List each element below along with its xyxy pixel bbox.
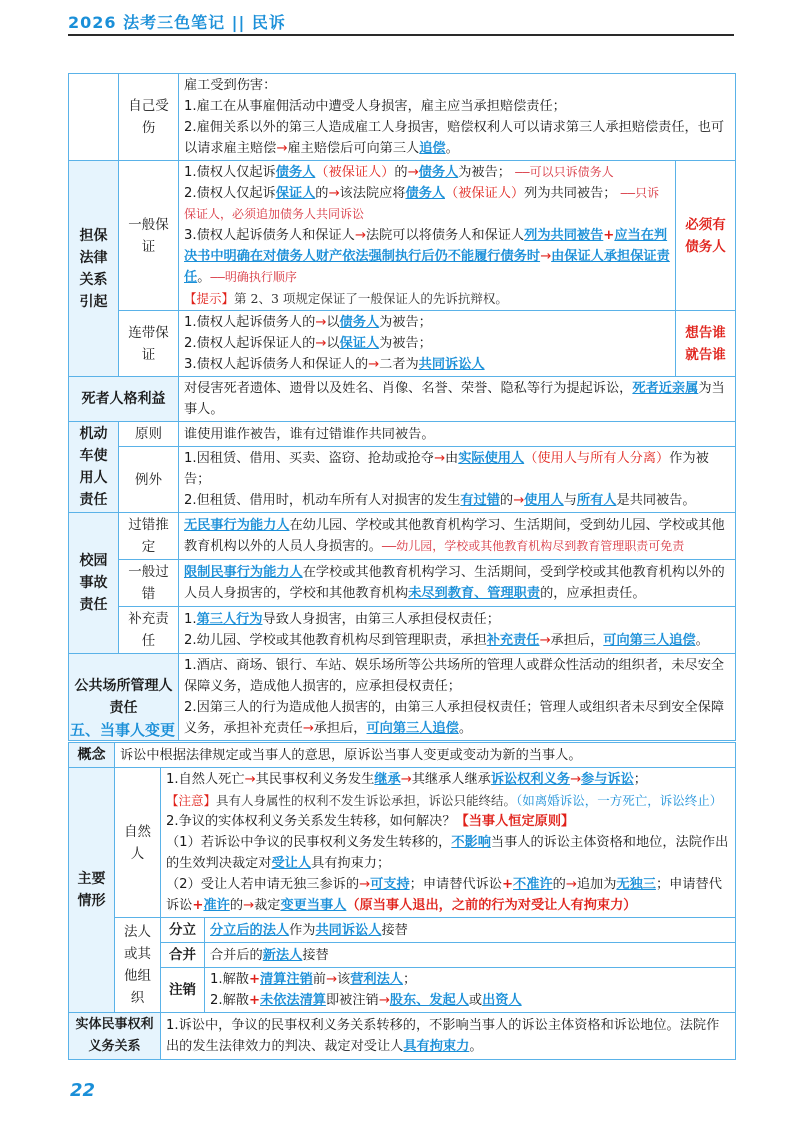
row-general-guarantee [69,161,736,311]
merge-content: 合并后的新法人接替 [205,943,736,968]
section-title: 五、当事人变更 [70,721,176,739]
split-label: 分立 [161,918,205,943]
substantive-transfer-category: 实体民事权利义务关系 [69,1013,161,1060]
joint-guarantee-content: 1.债权人起诉债务人的→以债务人为被告； 2.债权人起诉保证人的→以保证人为被告； 3.债权人起诉债务人和保证人的→二者为共同诉讼人 [179,311,676,377]
row-deceased [69,377,736,422]
deceased-content: 对侵害死者遗体、遗骨以及姓名、肖像、名誉、荣誉、隐私等行为提起诉讼，死者近亲属为当事人。 [179,377,736,422]
row-self-injury [69,74,736,161]
header-rule [68,34,734,36]
campus-supplementary-content: 1.第三人行为导致人身损害，由第三人承担侵权责任； 2.幼儿园、学校或其他教育机构尽到管理职责，承担补充责任→承担后，可向第三人追偿。 [179,607,736,654]
campus-general-label: 一般过错 [119,560,179,607]
campus-category: 校园事故责任 [69,513,119,654]
substantive-transfer-content: 1.诉讼中，争议的民事权利义务关系转移的，不影响当事人的诉讼主体资格和诉讼地位。法院作出的发生法律效力的判决、裁定对受让人具有拘束力。 [161,1013,736,1060]
vehicle-rule-label: 原则 [119,422,179,447]
row-legal-split [69,918,736,943]
vehicle-rule-content: 谁使用谁作被告，谁有过错谁作共同被告。 [179,422,736,447]
row-vehicle-exception [69,447,736,513]
page-number: 22 [70,1080,96,1101]
row-legal-cancel [69,968,736,1013]
self-injury-label: 自己受伤 [119,74,179,161]
row-concept [69,743,736,768]
header-title: 2026 法考三色笔记 || 民诉 [68,13,286,32]
row-vehicle-rule [69,422,736,447]
campus-supplementary-label: 补充责任 [119,607,179,654]
campus-fault-content: 无民事行为能力人在幼儿园、学校或其他教育机构学习、生活期间，受到幼儿园、学校或其他教育机构以外的人员人身损害的。——幼儿园，学校或其他教育机构尽到教育管理职责可免责 [179,513,736,560]
campus-general-content: 限制民事行为能力人在学校或其他教育机构学习、生活期间，受到学校或其他教育机构以外的人员人身损害的，学校和其他教育机构未尽到教育、管理职责的，应承担责任。 [179,560,736,607]
row-campus-fault [69,513,736,560]
vehicle-exception-content: 1.因租赁、借用、买卖、盗窃、抢劫或抢夺→由实际使用人（使用人与所有人分离）作为被告； 2.但租赁、借用时，机动车所有人对损害的发生有过错的→使用人与所有人是共同被告。 [179,447,736,513]
joint-guarantee-note: 想告谁就告谁 [676,311,736,377]
concept-content: 诉讼中根据法律规定或当事人的意思，原诉讼当事人变更或变动为新的当事人。 [115,743,736,768]
vehicle-category: 机动车使用人责任 [69,422,119,513]
concept-label: 概念 [69,743,115,768]
row-natural-person [69,768,736,918]
general-guarantee-note: 必须有债务人 [676,161,736,311]
public-place-content: 1.酒店、商场、银行、车站、娱乐场所等公共场所的管理人或群众性活动的组织者，未尽安全保障义务，造成他人损害的，应承担侵权责任； 2.因第三人的行为造成他人损害的，由第三人承担侵权责任；管理人或组织者未尽到安全保障义务，承担补充责任→承担后，可向第三人追偿。 [179,654,736,741]
row-substantive-transfer [69,1013,736,1060]
self-injury-content: 雇工受到伤害： 1.雇工在从事雇佣活动中遭受人身损害，雇主应当承担赔偿责任； 2.雇佣关系以外的第三人造成雇工人身损害，赔偿权利人可以请求第三人承担赔偿责任，也可以请求雇主赔偿→雇主赔偿后可向第三人追偿。 [179,74,736,161]
deceased-category: 死者人格利益 [69,377,179,422]
merge-label: 合并 [161,943,205,968]
joint-guarantee-label: 连带保证 [119,311,179,377]
split-content: 分立后的法人作为共同诉讼人接替 [205,918,736,943]
natural-person-label: 自然人 [115,768,161,918]
guarantee-category: 担保法律关系引起 [69,161,119,377]
legal-person-label: 法人或其他组织 [115,918,161,1013]
row-campus-supplementary [69,607,736,654]
natural-person-content: 1.自然人死亡→其民事权利义务发生继承→其继承人继承诉讼权利义务→参与诉讼； 【注意】具有人身属性的权利不发生诉讼承担，诉讼只能终结。（如离婚诉讼，一方死亡，诉讼终止） 2.争议的实体权利义务关系发生转移，如何解决？【当事人恒定原则】 （1）若诉讼中争议的民事权利义务发生转移的，不影响当事人的诉讼主体资格和地位，法院作出的生效判决裁定对受让人具有拘束力； （2）受让人若申请无独三参诉的→可支持；申请替代诉讼+不准许的→追加为无独三；申请替代诉讼+准许的→裁定变更当事人（原当事人退出，之前的行为对受让人有拘束力） [161,768,736,918]
general-guarantee-label: 一般保证 [119,161,179,311]
public-place-category: 公共场所管理人责任 [69,654,179,741]
row-campus-general [69,560,736,607]
cancel-content: 1.解散+清算注销前→该营利法人； 2.解散+未依法清算即被注销→股东、发起人或出资人 [205,968,736,1013]
row-joint-guarantee [69,311,736,377]
cancel-label: 注销 [161,968,205,1013]
row-legal-merge [69,943,736,968]
liability-table [68,73,736,741]
vehicle-exception-label: 例外 [119,447,179,513]
general-guarantee-content: 1.债权人仅起诉债务人（被保证人）的→债务人为被告； ——可以只诉债务人 2.债权人仅起诉保证人的→该法院应将债务人（被保证人）列为共同被告； ——只诉保证人，必须追加债务人共同诉讼 3.债权人起诉债务人和保证人→法院可以将债务人和保证人列为共同被告+应当在判决书中明确在对债务人财产依法强制执行后仍不能履行债务时→由保证人承担保证责任。——明确执行顺序 【提示】第 2、3 项规定保证了一般保证人的先诉抗辩权。 [179,161,676,311]
main-situations-category: 主要情形 [69,768,115,1013]
party-change-table [68,742,736,1060]
campus-fault-label: 过错推定 [119,513,179,560]
